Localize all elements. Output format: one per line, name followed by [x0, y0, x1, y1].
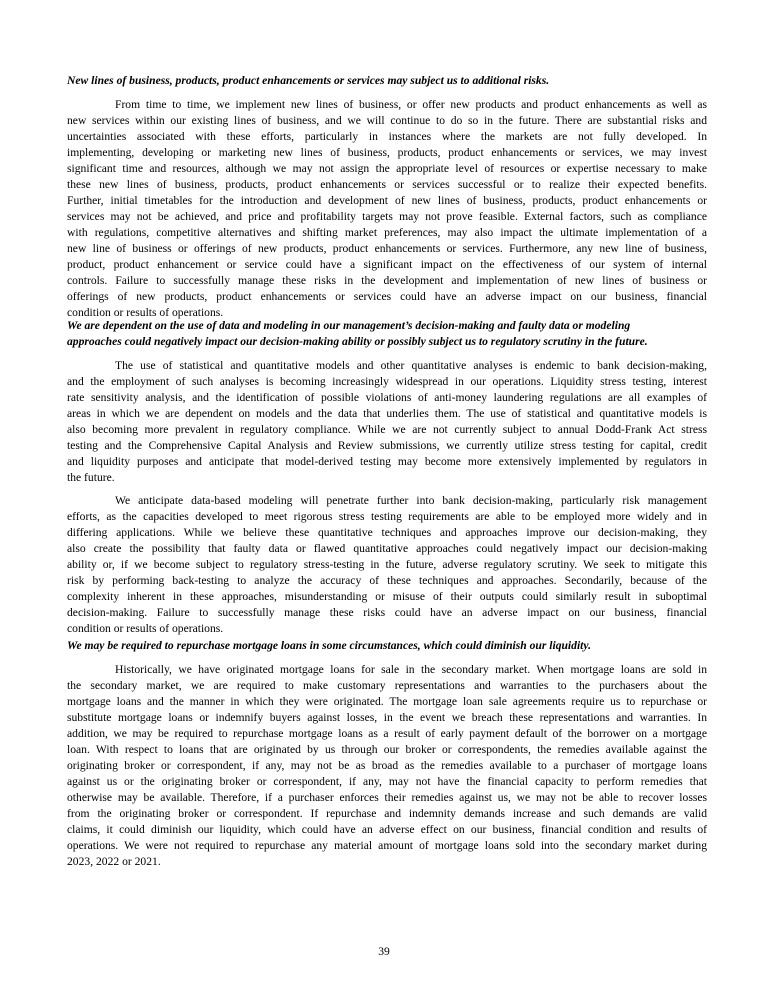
section-heading-repurchase-mortgage-loans: We may be required to repurchase mortgage loans in some circumstances, which could diminish our liquidity.	[67, 639, 592, 652]
text-line: efforts, as the capacities developed to meet rigorous stress testing requirements are able to be employed more widely and in	[67, 510, 707, 523]
text-line: ability or, if we become subject to regulatory stress-testing in the future, adverse regulatory scrutiny. We seek to mitigate this	[67, 558, 707, 571]
text-line: condition or results of operations.	[67, 622, 224, 635]
text-line: risk by performing back-testing to analyze the accuracy of these techniques and approaches. Secondarily, because of the	[67, 574, 707, 587]
text-line: differing applications. While we believe these quantitative techniques and approaches improve our decision-making, they	[67, 526, 707, 539]
text-line: 2023, 2022 or 2021.	[67, 855, 161, 868]
text-line: complexity inherent in these approaches, misunderstanding or misuse of their outputs could similarly result in suboptimal	[67, 590, 707, 603]
section-heading-data-and-modeling	[67, 318, 707, 350]
text-line: services may not be achieved, and price and profitability targets may not prove feasible. External factors, such as compliance	[67, 210, 707, 223]
text-line: and the employment of such analyses is becoming increasingly widespread in our operations. Liquidity stress testing, interest	[67, 375, 707, 388]
text-line: from the originating broker or correspondent. If repurchase and indemnity demands increase and such demands are valid	[67, 807, 707, 820]
text-line: the secondary market, we are required to make customary representations and warranties to the purchasers about the	[67, 679, 707, 692]
text-line: also becoming more prevalent in regulatory compliance. While we are not currently subject to annual Dodd-Frank Act stress	[67, 423, 707, 436]
text-line: product, product enhancement or service could have a significant impact on the effectiveness of our system of internal	[67, 258, 707, 271]
text-line: significant time and resources, although we may not assign the appropriate level of resources or expertise necessary to make	[67, 162, 707, 175]
paragraph-statistical-models	[67, 358, 707, 486]
text-line: claims, it could diminish our liquidity, which could have an adverse effect on our business, financial condition and results of	[67, 823, 707, 836]
text-line: mortgage loans and the manner in which they were originated. The mortgage loan sale agreements require us to repurchase or	[67, 695, 707, 708]
text-line: implementing, developing or marketing new lines of business, products, product enhancements or services, we may invest	[67, 146, 707, 159]
heading-line: approaches could negatively impact our decision-making ability or possibly subject us to regulatory scrutiny in the future.	[67, 335, 648, 348]
text-line: areas in which we are dependent on models and the data that underlies them. The use of statistical and quantitative models is	[67, 407, 707, 420]
text-line: the future.	[67, 471, 115, 484]
page-number: 39	[378, 945, 390, 958]
text-line: originating broker or correspondent, if any, may not be as broad as the remedies available to a purchaser of mortgage loans	[67, 759, 707, 772]
text-line: addition, we may be required to repurchase mortgage loans as a result of early payment default of the borrower on a mortgage	[67, 727, 707, 740]
text-line: these new lines of business, products, product enhancements or services successful or to realize their expected benefits.	[67, 178, 707, 191]
text-line: rate sensitivity analysis, and the identification of possible violations of anti-money laundering regulations are all examples of	[67, 391, 707, 404]
text-line: From time to time, we implement new lines of business, or offer new products and product enhancements as well as	[115, 98, 707, 111]
text-line: also create the possibility that faulty data or flawed quantitative approaches could negatively impact our decision-making	[67, 542, 707, 555]
text-line: against us or the originating broker or correspondent, if any, may not have the financial capacity to perform remedies that	[67, 775, 707, 788]
section-heading-new-lines-of-business: New lines of business, products, product enhancements or services may subject us to additional risks.	[67, 74, 550, 87]
text-line: with regulations, competitive alternatives and shifting market preferences, may also impact the ultimate implementation of a	[67, 226, 707, 239]
paragraph-repurchase-mortgage-loans	[67, 662, 707, 870]
text-line: and liquidity purposes and anticipate that model-derived testing may become more extensively implemented by regulators in	[67, 455, 707, 468]
text-line: substitute mortgage loans or indemnify buyers against losses, in the event we breach these representations and warranties. In	[67, 711, 707, 724]
text-line: Further, initial timetables for the introduction and development of new lines of business, products, product enhancements or	[67, 194, 707, 207]
text-line: The use of statistical and quantitative models and other quantitative analyses is endemic to bank decision-making,	[115, 359, 707, 372]
text-line: otherwise may be available. Therefore, if a purchaser enforces their remedies against us, we may not be able to recover losses	[67, 791, 707, 804]
text-line: testing and the Comprehensive Capital Analysis and Review submissions, we currently utilize stress testing for capital, credit	[67, 439, 707, 452]
text-line: decision-making. Failure to successfully manage these risks could have an adverse impact on our business, financial	[67, 606, 707, 619]
text-line: operations. We were not required to repurchase any material amount of mortgage loans sold into the secondary market during	[67, 839, 707, 852]
text-line: We anticipate data-based modeling will penetrate further into bank decision-making, particularly risk management	[115, 494, 707, 507]
text-line: controls. Failure to successfully manage these risks in the development and implementation of new lines of business or	[67, 274, 707, 287]
paragraph-new-lines-of-business	[67, 97, 707, 321]
text-line: uncertainties associated with these efforts, particularly in instances where the markets are not fully developed. In	[67, 130, 707, 143]
paragraph-data-based-modeling	[67, 493, 707, 637]
text-line: new services within our existing lines of business, and we will continue to do so in the future. There are substantial risks and	[67, 114, 707, 127]
text-line: condition or results of operations.	[67, 306, 224, 319]
text-line: new line of business or offerings of new products, product enhancements or services. Furthermore, any new line of business,	[67, 242, 707, 255]
text-line: offerings of new products, product enhancements or services could have an adverse impact on our business, financial	[67, 290, 707, 303]
heading-line: We are dependent on the use of data and modeling in our management’s decision-making and faulty data or modeling	[67, 319, 631, 332]
text-line: Historically, we have originated mortgage loans for sale in the secondary market. When mortgage loans are sold in	[115, 663, 707, 676]
text-line: loan. With respect to loans that are originated by us through our broker or correspondents, the remedies available against the	[67, 743, 707, 756]
